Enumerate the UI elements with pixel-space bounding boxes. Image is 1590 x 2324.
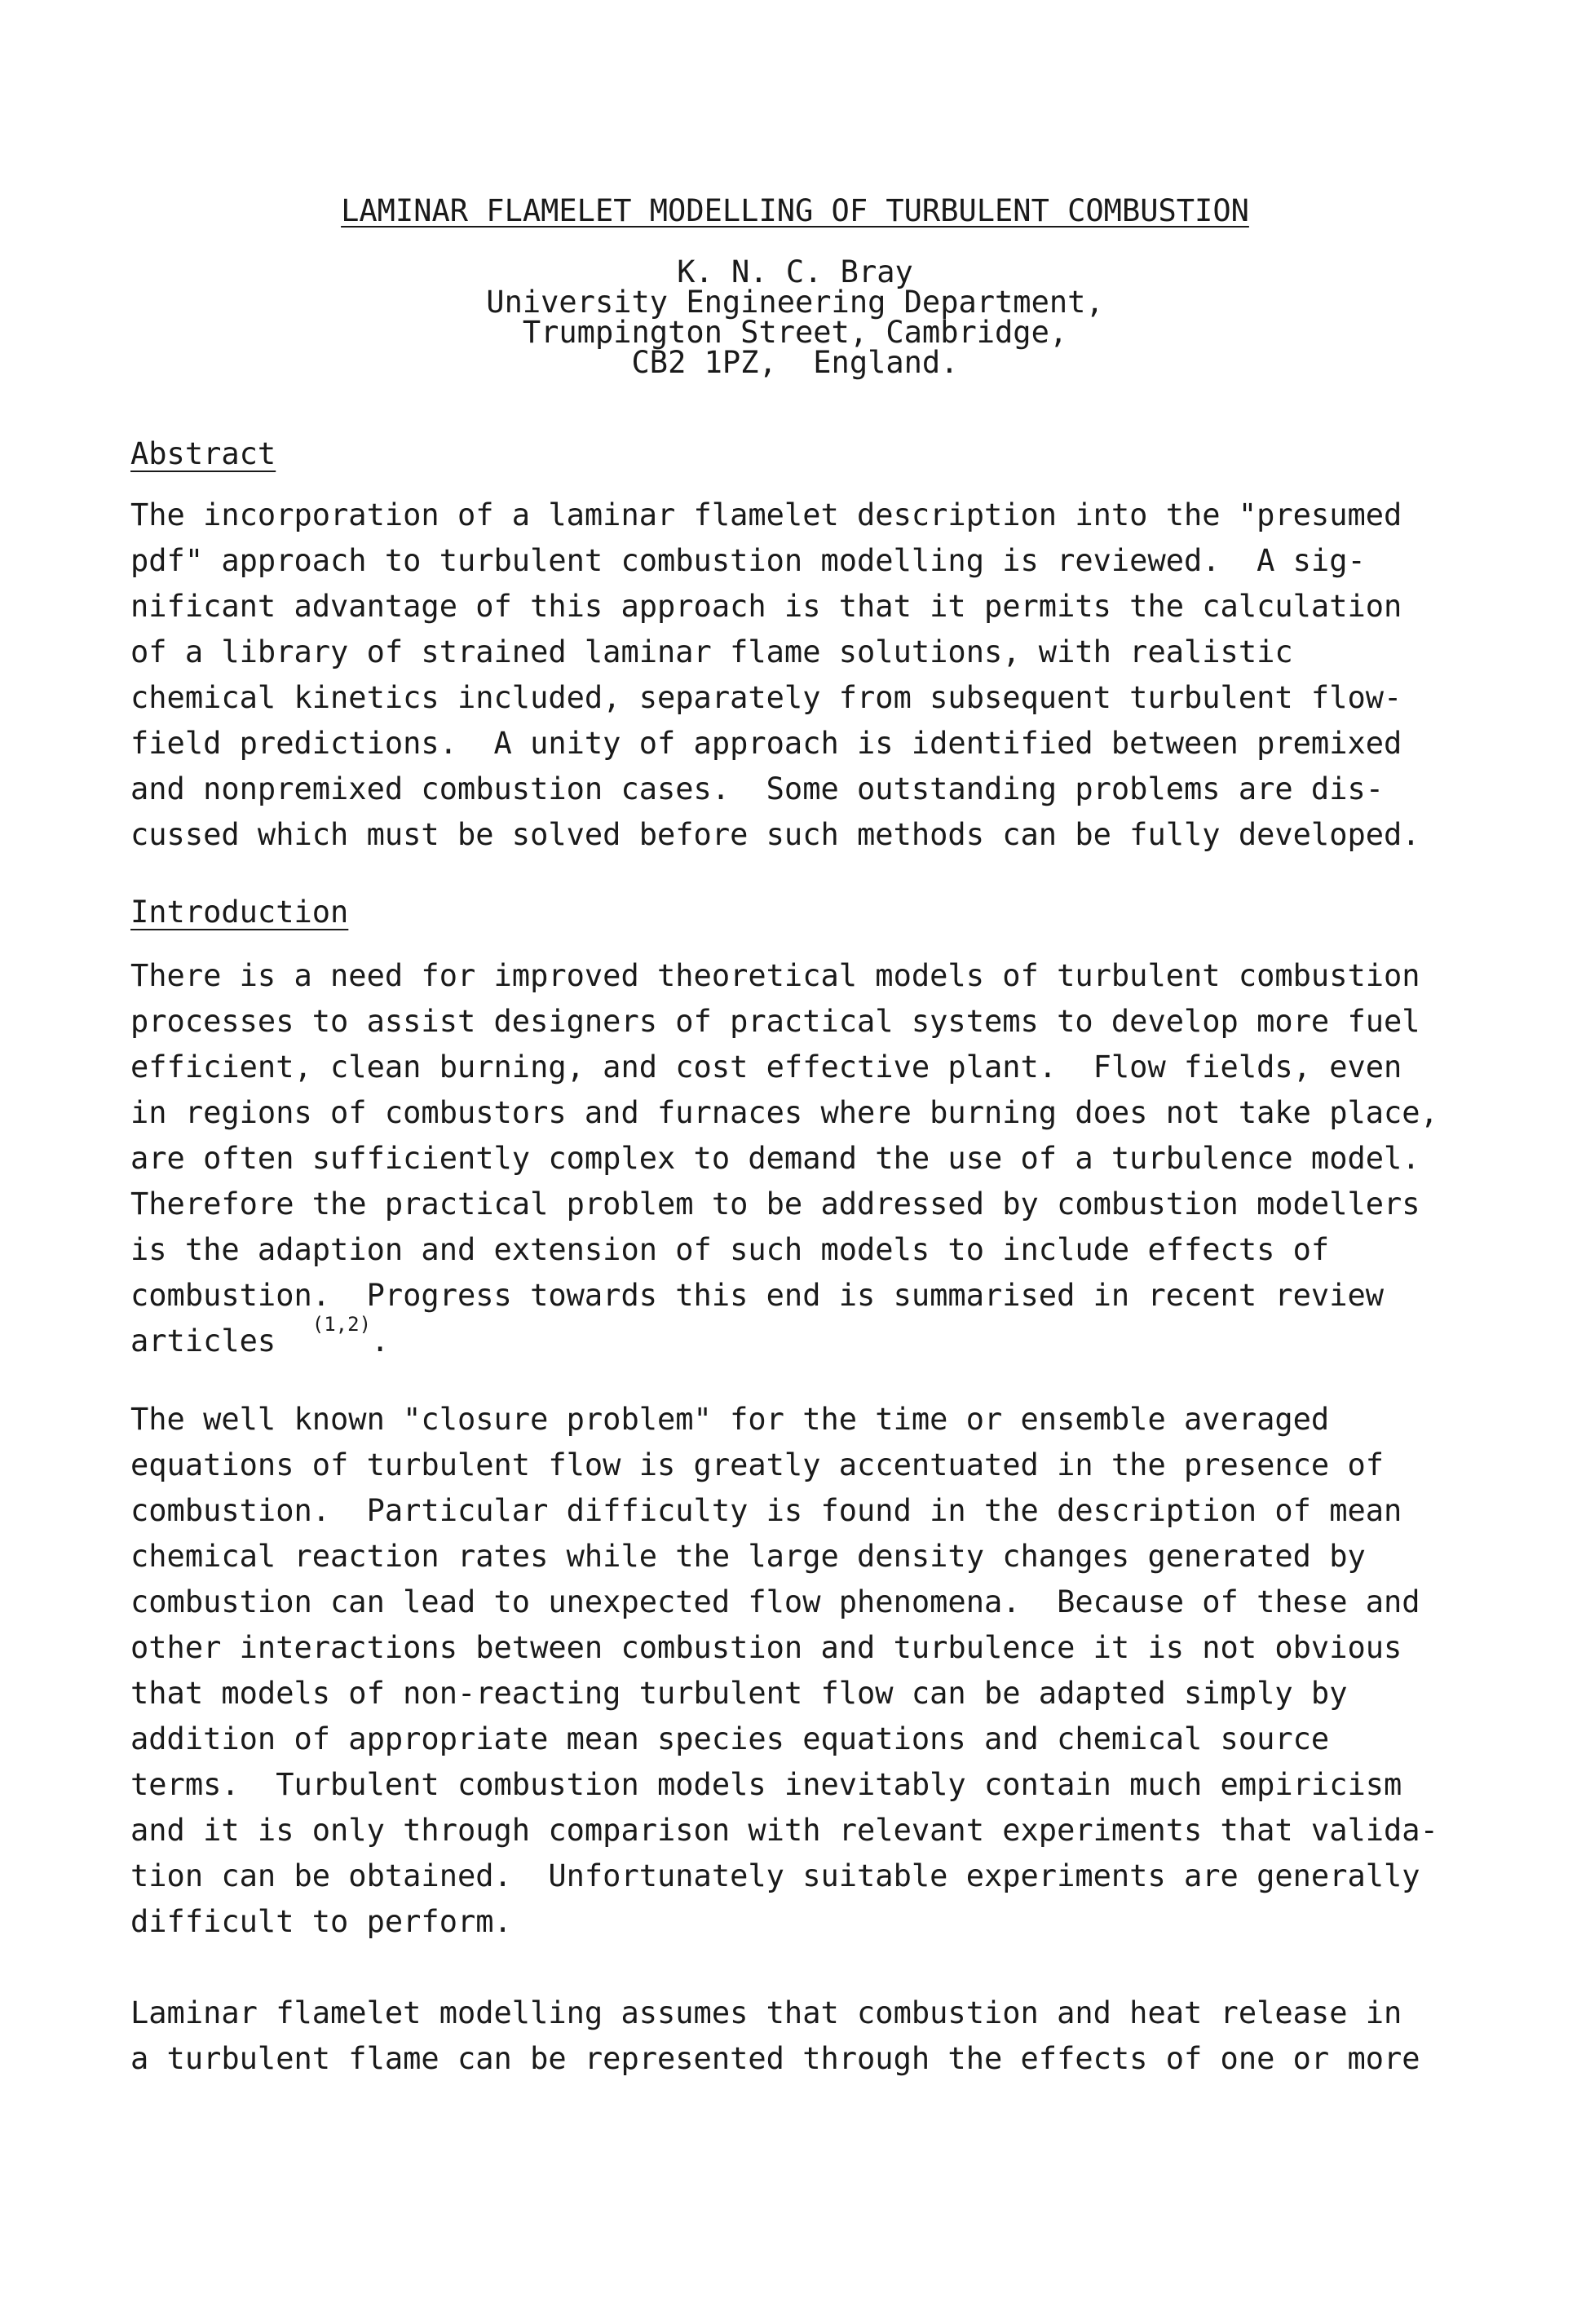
paper-title: LAMINAR FLAMELET MODELLING OF TURBULENT COMBUSTION [341, 193, 1249, 228]
paragraph-line: difficult to perform. [130, 1904, 512, 1939]
paragraph-line: terms. Turbulent combustion models inevitably contain much empiricism [130, 1767, 1402, 1802]
paragraph-line: Laminar flamelet modelling assumes that combustion and heat release in [130, 1995, 1402, 2030]
abstract-line: nificant advantage of this approach is that it permits the calculation [130, 589, 1402, 624]
affiliation-line: University Engineering Department, [486, 285, 1104, 320]
paragraph-line: The well known "closure problem" for the time or ensemble averaged [130, 1402, 1330, 1437]
paragraph-line: tion can be obtained. Unfortunately suitable experiments are generally [130, 1858, 1420, 1893]
paragraph-line: is the adaption and extension of such models to include effects of [130, 1232, 1330, 1267]
paragraph-line: a turbulent flame can be represented through the effects of one or more [130, 2041, 1420, 2076]
abstract-line: of a library of strained laminar flame solutions, with realistic [130, 634, 1293, 669]
paragraph-line: There is a need for improved theoretical models of turbulent combustion [130, 958, 1420, 993]
abstract-line: cussed which must be solved before such methods can be fully developed. [130, 817, 1420, 852]
paragraph-text: articles [130, 1323, 276, 1359]
paragraph-line: are often sufficiently complex to demand the use of a turbulence model. [130, 1141, 1420, 1176]
sentence-end: . [371, 1323, 390, 1359]
paragraph-line: combustion can lead to unexpected flow phenomena. Because of these and [130, 1584, 1420, 1619]
abstract-line: and nonpremixed combustion cases. Some outstanding problems are dis- [130, 771, 1385, 806]
citation-reference: (1,2) [311, 1313, 372, 1336]
abstract-line: pdf" approach to turbulent combustion modelling is reviewed. A sig- [130, 543, 1366, 578]
paragraph-line: combustion. Particular difficulty is found in the description of mean [130, 1493, 1402, 1528]
paragraph-line: that models of non-reacting turbulent flow can be adapted simply by [130, 1676, 1348, 1711]
paragraph-line: chemical reaction rates while the large density changes generated by [130, 1539, 1366, 1574]
author-name: K. N. C. Bray [677, 254, 913, 289]
abstract-heading: Abstract [130, 436, 276, 471]
paragraph-line: other interactions between combustion and turbulence it is not obvious [130, 1630, 1402, 1665]
paragraph-line: Therefore the practical problem to be addressed by combustion modellers [130, 1186, 1420, 1222]
paragraph-line: addition of appropriate mean species equations and chemical source [130, 1721, 1330, 1756]
paragraph-line: combustion. Progress towards this end is summarised in recent review [130, 1278, 1385, 1313]
abstract-line: The incorporation of a laminar flamelet description into the "presumed [130, 497, 1402, 532]
paragraph-last-line [130, 1313, 390, 1359]
paragraph-line: processes to assist designers of practical systems to develop more fuel [130, 1004, 1420, 1039]
affiliation-line: CB2 1PZ, England. [631, 345, 959, 380]
introduction-heading: Introduction [130, 895, 349, 930]
abstract-line: chemical kinetics included, separately from subsequent turbulent flow- [130, 680, 1402, 715]
paragraph-line: efficient, clean burning, and cost effective plant. Flow fields, even [130, 1049, 1402, 1085]
paragraph-line: in regions of combustors and furnaces where burning does not take place, [130, 1095, 1438, 1130]
paragraph-line: and it is only through comparison with relevant experiments that valida- [130, 1813, 1438, 1848]
paragraph-line: equations of turbulent flow is greatly accentuated in the presence of [130, 1447, 1385, 1482]
affiliation-line: Trumpington Street, Cambridge, [522, 315, 1068, 350]
abstract-line: field predictions. A unity of approach is identified between premixed [130, 726, 1402, 761]
